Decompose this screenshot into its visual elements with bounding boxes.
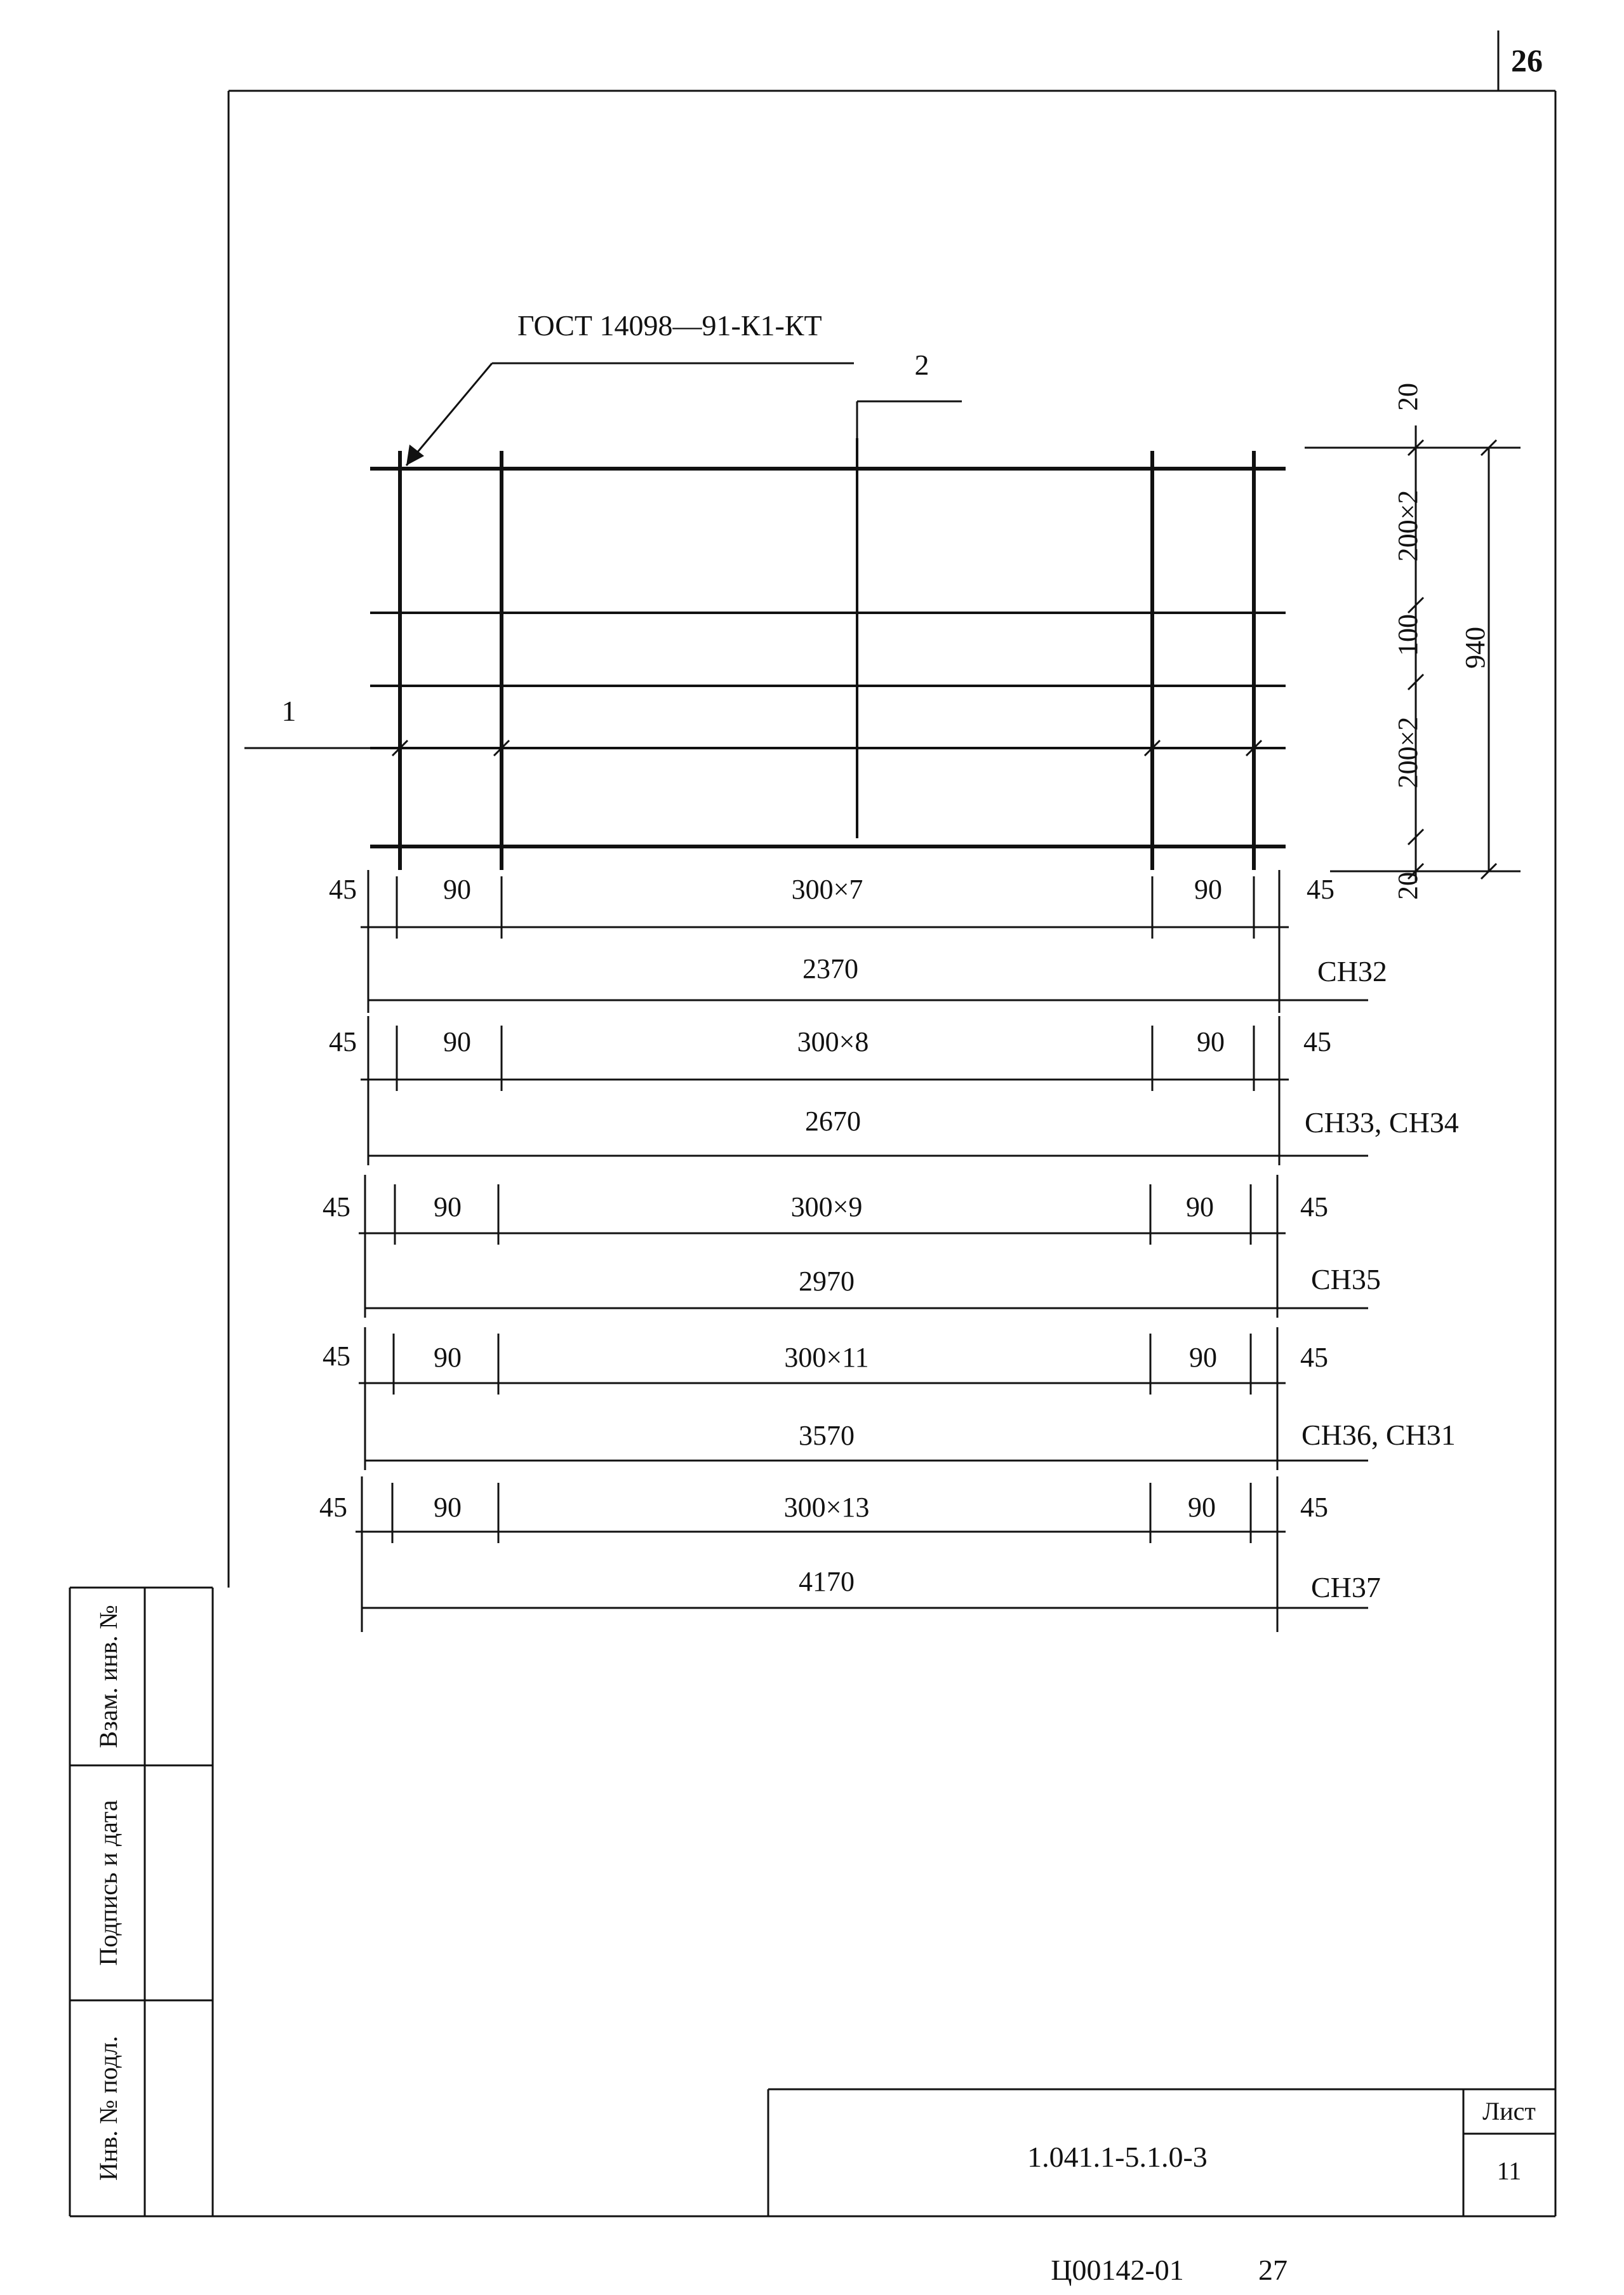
callout-1: 1	[281, 695, 296, 727]
dim-middle: 300×7	[791, 874, 863, 905]
dim-right: 45	[1307, 874, 1334, 905]
vdim-bottom: 20	[1392, 872, 1423, 900]
gost-label: ГОСТ 14098—91-К1-КТ	[517, 309, 822, 342]
document-designation: 1.041.1-5.1.0-3	[1027, 2141, 1208, 2173]
dim-total: 2970	[799, 1266, 855, 1297]
dim-right: 45	[1300, 1191, 1328, 1222]
dim-row	[329, 870, 1387, 1013]
stamp-original-inv: Инв. № подл.	[94, 2036, 123, 2181]
mesh-marks: СН37	[1311, 1571, 1381, 1603]
dim-inner-left: 90	[443, 1026, 471, 1057]
vdim-total: 940	[1460, 627, 1491, 669]
vdim-middle: 100	[1392, 614, 1423, 656]
sheet-value: 11	[1496, 2157, 1522, 2185]
dim-row	[323, 1327, 1456, 1470]
dim-inner-right: 90	[1186, 1191, 1214, 1222]
mesh-marks: СН36, СН31	[1301, 1419, 1456, 1451]
dim-inner-right: 90	[1194, 874, 1222, 905]
dim-total: 3570	[799, 1420, 855, 1451]
dim-row	[319, 1476, 1381, 1632]
stamp-signature-date: Подпись и дата	[94, 1800, 123, 1966]
mesh-grid	[244, 309, 1286, 870]
sheet-number-top: 26	[1511, 43, 1543, 78]
footer-code: Ц00142-01	[1051, 2254, 1184, 2286]
dim-left: 45	[323, 1341, 350, 1372]
dim-left: 45	[319, 1492, 347, 1523]
dim-inner-left: 90	[434, 1191, 462, 1222]
title-block	[768, 2089, 1555, 2216]
dim-inner-right: 90	[1197, 1026, 1225, 1057]
dim-left: 45	[323, 1191, 350, 1222]
side-stamp	[70, 1588, 213, 2216]
dim-left: 45	[329, 1026, 357, 1057]
dim-inner-left: 90	[434, 1342, 462, 1373]
dim-middle: 300×13	[783, 1492, 870, 1523]
dim-middle: 300×9	[790, 1191, 863, 1222]
dim-row	[329, 1016, 1459, 1165]
dim-left: 45	[329, 874, 357, 905]
dim-middle: 300×11	[784, 1342, 869, 1373]
dim-right: 45	[1300, 1342, 1328, 1373]
stamp-replacement-inv: Взам. инв. №	[94, 1605, 123, 1748]
sheet-label: Лист	[1482, 2097, 1536, 2125]
dim-total: 2670	[805, 1106, 861, 1137]
mesh-marks: СН33, СН34	[1305, 1106, 1459, 1139]
dim-middle: 300×8	[797, 1026, 869, 1057]
footer-page: 27	[1258, 2254, 1288, 2286]
dim-right: 45	[1303, 1026, 1331, 1057]
vdim-upper: 200×2	[1392, 490, 1423, 562]
dim-inner-right: 90	[1188, 1492, 1216, 1523]
dim-row	[323, 1175, 1381, 1318]
dimension-rows	[319, 870, 1459, 1632]
dim-total: 2370	[802, 953, 858, 984]
callout-2: 2	[914, 349, 929, 381]
vdim-lower: 200×2	[1392, 716, 1423, 789]
footer	[1051, 2254, 1288, 2286]
dim-inner-left: 90	[434, 1492, 462, 1523]
mesh-marks: СН32	[1317, 955, 1387, 987]
dim-inner-right: 90	[1189, 1342, 1217, 1373]
dim-inner-left: 90	[443, 874, 471, 905]
vdim-top: 20	[1392, 383, 1423, 411]
vertical-dimensions	[1305, 383, 1521, 900]
dim-total: 4170	[799, 1566, 855, 1597]
dim-right: 45	[1300, 1492, 1328, 1523]
mesh-marks: СН35	[1311, 1263, 1381, 1295]
